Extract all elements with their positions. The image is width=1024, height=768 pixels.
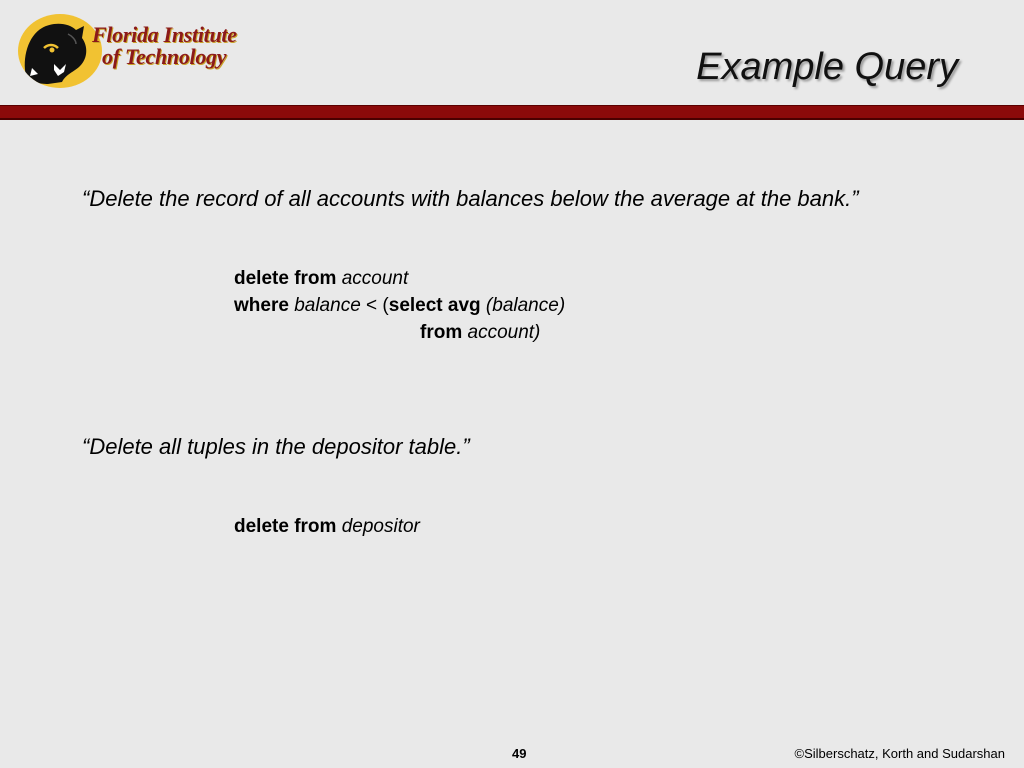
keyword: delete from xyxy=(234,268,337,289)
operator: < ( xyxy=(360,295,389,316)
query2-line1 xyxy=(234,513,420,540)
example-description-2: “Delete all tuples in the depositor table.” xyxy=(82,434,470,459)
keyword: select avg xyxy=(388,295,481,316)
fit-logo xyxy=(18,14,258,90)
identifier: (balance) xyxy=(480,295,566,316)
sql-query-1 xyxy=(234,265,565,346)
identifier: account xyxy=(336,268,409,289)
keyword: from xyxy=(420,322,463,343)
page-number: 49 xyxy=(512,746,527,761)
logo-line2: of Technology xyxy=(102,44,227,69)
panther-icon xyxy=(18,14,102,88)
copyright-notice: ©Silberschatz, Korth and Sudarshan xyxy=(794,746,1005,761)
header-bar xyxy=(0,105,1024,120)
query1-line2 xyxy=(234,292,565,319)
query1-line1 xyxy=(234,265,565,292)
slide-title: Example Query xyxy=(696,46,958,88)
logo-circle xyxy=(18,14,102,88)
identifier: balance xyxy=(288,295,361,316)
identifier: account) xyxy=(462,322,541,343)
example-description-1: “Delete the record of all accounts with balances below the average at the bank.” xyxy=(82,186,859,211)
keyword: delete from xyxy=(234,516,337,537)
sql-query-2 xyxy=(234,513,420,540)
logo-line1: Florida Institute xyxy=(92,22,237,47)
query1-line3 xyxy=(234,319,565,346)
keyword: where xyxy=(234,295,289,316)
identifier: depositor xyxy=(336,516,420,537)
logo-text xyxy=(92,24,237,68)
